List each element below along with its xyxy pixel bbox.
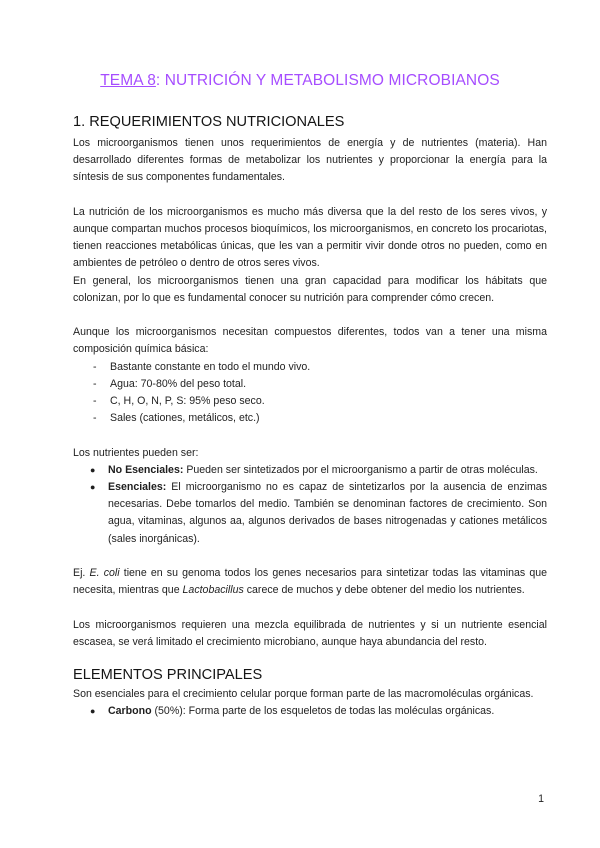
dash-marker: - bbox=[93, 395, 97, 408]
paragraph: Los microorganismos tienen unos requerimientos de energía y de nutrientes (materia). Han desarrollado diferentes formas de metabolizar los nutrientes y proporcionar la energía para la síntesis de sus componentes fundamentales. bbox=[73, 137, 547, 184]
paragraph: En general, los microorganismos tienen una gran capacidad para modificar los hábitats que colonizan, por lo que es fundamental conocer su nutrición para comprender cómo crecen. bbox=[73, 274, 547, 304]
paragraph: Los nutrientes pueden ser: bbox=[73, 446, 199, 459]
paragraph: Aunque los microorganismos necesitan compuestos diferentes, todos van a tener una misma composición química básica: bbox=[73, 326, 547, 356]
page-title bbox=[0, 72, 600, 90]
section-heading-requerimientos: 1. REQUERIMIENTOS NUTRICIONALES bbox=[73, 114, 345, 130]
paragraph: Son esenciales para el crecimiento celular porque forman parte de las macromoléculas orgánicas. bbox=[73, 688, 534, 701]
dash-marker: - bbox=[93, 360, 97, 373]
bullet-icon: ● bbox=[90, 482, 96, 493]
composition-list bbox=[73, 359, 547, 428]
list-item: - Agua: 70-80% del peso total. bbox=[93, 376, 547, 393]
dash-marker: - bbox=[93, 377, 97, 390]
title-prefix: TEMA 8 bbox=[100, 72, 156, 89]
paragraph-example: Ej. E. coli tiene en su genoma todos los genes necesarios para sintetizar todas las vitaminas que necesita, mientras que Lactobacillus carece de muchos y debe obtener del medio los nutrientes. bbox=[73, 567, 547, 597]
list-item: ● Carbono (50%): Forma parte de los esqueletos de todas las moléculas orgánicas. bbox=[89, 703, 547, 720]
elements-list bbox=[73, 703, 547, 720]
page-number: 1 bbox=[538, 793, 544, 805]
nutrient-types-list bbox=[73, 462, 547, 548]
bullet-icon: ● bbox=[90, 464, 96, 475]
section-heading-elementos: ELEMENTOS PRINCIPALES bbox=[73, 667, 263, 684]
list-item: - Sales (cationes, metálicos, etc.) bbox=[93, 410, 547, 427]
list-item: - C, H, O, N, P, S: 95% peso seco. bbox=[93, 393, 547, 410]
list-item: - Bastante constante en todo el mundo vivo. bbox=[93, 359, 547, 376]
dash-marker: - bbox=[93, 412, 97, 425]
paragraph: Los microorganismos requieren una mezcla equilibrada de nutrientes y si un nutriente esencial escasea, se verá limitado el crecimiento microbiano, aunque haya abundancia del resto. bbox=[73, 618, 547, 648]
list-item: ● Esenciales: El microorganismo no es capaz de sintetizarlos por la ausencia de enzimas necesarias. Debe tomarlos del medio. También se denominan factores de crecimiento. Son agua, vitaminas, algunos aa, algunos derivados de bases nitrogenadas y cationes metálicos (sales inorgánicas). bbox=[90, 481, 547, 545]
bullet-icon: ● bbox=[90, 706, 96, 717]
list-item: ● No Esenciales: Pueden ser sintetizados por el microorganismo a partir de otras moléculas. bbox=[89, 462, 547, 479]
title-rest: : NUTRICIÓN Y METABOLISMO MICROBIANOS bbox=[155, 72, 500, 89]
paragraph: La nutrición de los microorganismos es mucho más diversa que la del resto de los seres vivos, y aunque compartan muchos procesos bioquímicos, los microorganismos, en concreto los procariotas, tienen reacciones metabólicas únicas, que les van a permitir vivir donde otros no pueden, como en ambientes de petróleo o dentro de otros seres vivos. bbox=[73, 205, 547, 270]
content bbox=[73, 114, 547, 720]
